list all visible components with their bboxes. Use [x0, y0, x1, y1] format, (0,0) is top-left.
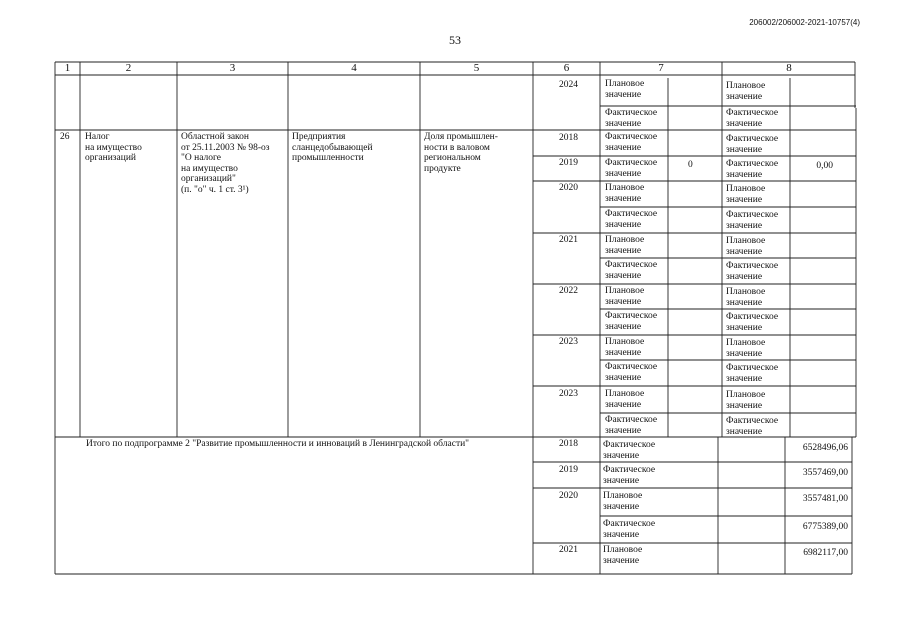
plan-label: Плановое значение: [605, 337, 645, 358]
plan-label: Плановое значение: [603, 545, 643, 566]
plan-label: Плановое значение: [726, 81, 766, 102]
fact-label: Фактическое значение: [726, 210, 779, 231]
page-number: 53: [449, 33, 461, 47]
fact-label: Фактическое значение: [605, 132, 658, 153]
row-number: 26: [60, 132, 70, 142]
plan-label: Плановое значение: [726, 184, 766, 205]
year-cell: 2020: [559, 183, 578, 193]
value-cell: 0: [688, 160, 693, 170]
fact-label: Фактическое значение: [605, 260, 658, 281]
document-number: 206002/206002-2021-10757(4): [749, 18, 860, 27]
column-header-1: 1: [64, 62, 71, 74]
fact-label: Фактическое значение: [605, 108, 658, 129]
plan-label: Плановое значение: [605, 286, 645, 307]
column-header-6: 6: [563, 62, 570, 74]
fact-label: Фактическое значение: [726, 416, 779, 437]
total-value: 6775389,00: [802, 522, 848, 532]
column-header-7: 7: [658, 62, 664, 74]
column-header-5: 5: [473, 62, 480, 74]
fact-label: Фактическое значение: [726, 108, 779, 129]
year-cell: 2019: [559, 465, 578, 475]
fact-label: Фактическое значение: [603, 440, 656, 461]
year-cell: 2018: [559, 133, 578, 143]
plan-label: Плановое значение: [605, 183, 645, 204]
year-cell: 2020: [559, 491, 578, 501]
plan-label: Плановое значение: [726, 338, 766, 359]
tax-name: Налог на имущество организаций: [85, 132, 142, 163]
year-cell: 2021: [559, 545, 578, 555]
value-cell: 0,00: [816, 161, 833, 171]
indicator-name: Доля промышлен- ности в валовом региональном продукте: [424, 132, 498, 174]
year-cell: 2022: [559, 286, 578, 296]
year-cell: 2019: [559, 158, 578, 168]
fact-label: Фактическое значение: [605, 362, 658, 383]
year-cell: 2018: [559, 439, 578, 449]
year-cell: 2021: [559, 235, 578, 245]
total-value: 3557469,00: [802, 468, 848, 478]
subtotal-label: Итого по подпрограмме 2 "Развитие промышленности и инноваций в Ленинградской области": [86, 439, 470, 449]
total-value: 6528496,06: [802, 443, 848, 453]
fact-label: Фактическое значение: [726, 159, 779, 180]
fact-label: Фактическое значение: [605, 158, 658, 179]
fact-label: Фактическое значение: [603, 465, 656, 486]
total-value: 6982117,00: [803, 548, 848, 558]
plan-label: Плановое значение: [726, 236, 766, 257]
fact-label: Фактическое значение: [726, 363, 779, 384]
column-header-3: 3: [229, 62, 236, 74]
fact-label: Фактическое значение: [726, 312, 779, 333]
total-value: 3557481,00: [802, 494, 848, 504]
fact-label: Фактическое значение: [605, 311, 658, 332]
plan-label: Плановое значение: [603, 491, 643, 512]
plan-label: Плановое значение: [605, 79, 645, 100]
fact-label: Фактическое значение: [605, 415, 658, 436]
plan-label: Плановое значение: [726, 390, 766, 411]
column-header-4: 4: [351, 62, 357, 74]
year-cell: 2023: [559, 337, 578, 347]
column-header-2: 2: [125, 62, 132, 74]
taxpayer-category: Предприятия сланцедобывающей промышленности: [292, 132, 373, 163]
plan-label: Плановое значение: [605, 235, 645, 256]
law-reference: Областной закон от 25.11.2003 № 98-оз "О налоге на имущество организаций" (п. "о" ч. 1 ст. 3¹): [181, 132, 270, 195]
fact-label: Фактическое значение: [603, 519, 656, 540]
column-header-8: 8: [786, 62, 792, 74]
fact-label: Фактическое значение: [726, 261, 779, 282]
plan-label: Плановое значение: [605, 389, 645, 410]
year-cell: 2024: [559, 80, 578, 90]
fact-label: Фактическое значение: [726, 134, 779, 155]
fact-label: Фактическое значение: [605, 209, 658, 230]
plan-label: Плановое значение: [726, 287, 766, 308]
year-cell: 2023: [559, 389, 578, 399]
